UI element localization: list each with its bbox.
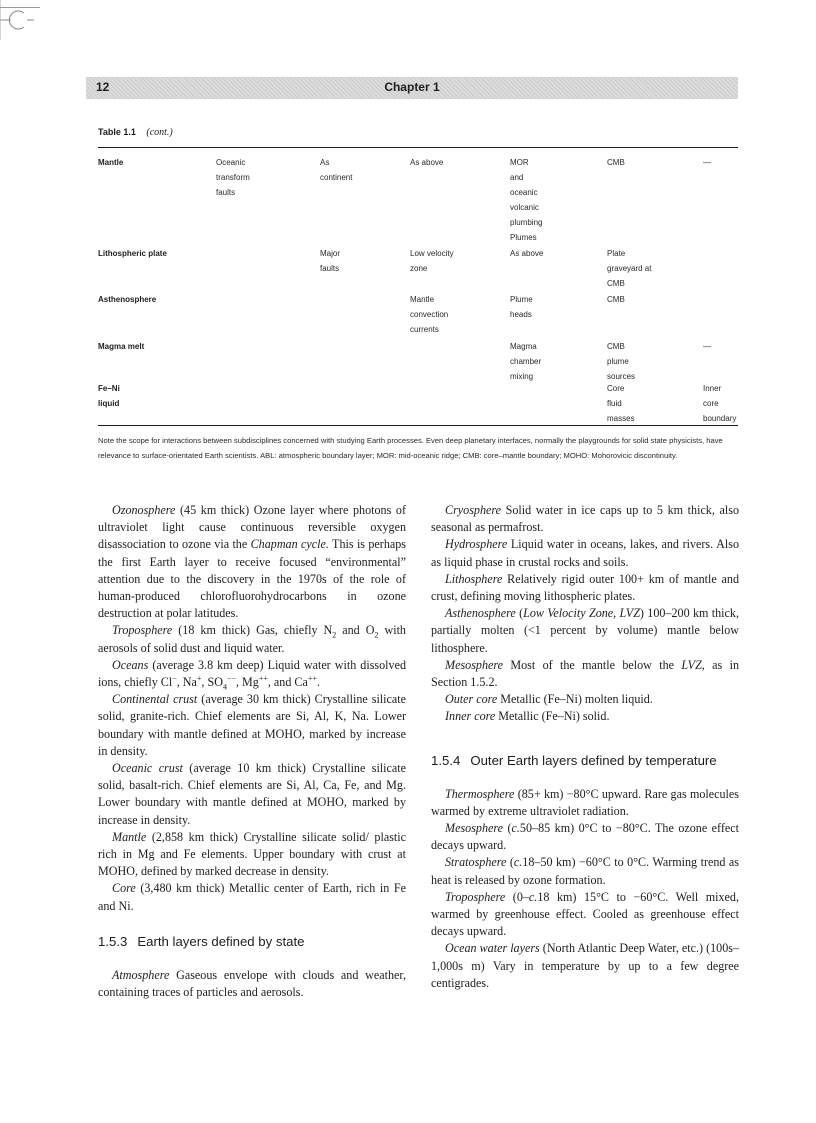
section-title: Earth layers defined by state — [137, 933, 305, 949]
definition-troposphere — [98, 622, 406, 656]
table-caption — [98, 127, 173, 138]
definition-text: . — [316, 675, 320, 690]
term: Mantle — [112, 829, 147, 844]
definition-text: (2,858 km thick) Crystalline silicate solid/ plastic rich in Mg and Fe elements. Upper boundary with crust at MOHO, defined by marked decrease in density. — [98, 829, 406, 879]
table-top-rule — [98, 147, 738, 148]
section-heading-1-5-4 — [431, 752, 739, 769]
table-note: Note the scope for interactions between subdisciplines concerned with studying Earth processes. Even deep planetary interfaces, normally the playgrounds for solid state physicists, have relevance to surface-orientated Earth scientists. ABL: atmospheric boundary layer; MOR: mid-oceanic ridge; CMB: core–mantle boundary; MOHO: Mohorovicic discontinuity. — [98, 436, 723, 460]
definition-text: Metallic (Fe–Ni) molten liquid. — [497, 692, 653, 707]
definition-text: (average 10 km thick) Crystalline silicate solid, basalt-rich. Chief elements are Si, Al, Ca, Fe, and Mg. Lower boundary with mantle defined at MOHO, marked by increase in density. — [98, 761, 406, 827]
definition-text: (North Atlantic Deep Water, etc.) (100s–1,000s m) Vary in temperature by up to a few degree centigrades. — [431, 941, 739, 990]
term: Troposphere — [112, 623, 173, 638]
table-cell: Mantle — [98, 158, 124, 167]
term: Ozonosphere — [112, 503, 176, 517]
running-header — [86, 77, 738, 99]
superscript: − — [172, 674, 177, 683]
table-cell: Inner core boundary — [703, 384, 737, 423]
definition-text: 50–85 km) 0°C to −80°C. The ozone effect decays upward. — [431, 821, 739, 853]
table-cell: Mantle convection currents — [410, 295, 449, 334]
table-cell: CMB — [607, 295, 625, 304]
table-cell: Plume heads — [510, 295, 533, 319]
definition-text: ) 100–200 km thick, partially molten (<1 percent by volume) mantle below lithosphere. — [431, 606, 739, 655]
table-cell: MOR and oceanic volcanic plumbing Plumes — [510, 158, 543, 242]
definition-text: (18 km thick) Gas, chiefly N — [172, 623, 333, 638]
table-cell: CMB — [607, 158, 625, 167]
definition-text: , as in Section 1.5.2. — [431, 657, 739, 690]
definition-core — [98, 880, 406, 914]
table-cell: Major faults — [320, 249, 341, 273]
definition-troposphere-temp — [431, 889, 739, 941]
term: Mesosphere — [445, 657, 503, 672]
definition-text: Metallic (Fe–Ni) solid. — [495, 709, 610, 724]
table-cell: Core fluid masses — [607, 384, 635, 423]
term: Cryosphere — [445, 503, 501, 517]
table-cell: CMB plume sources — [607, 342, 636, 381]
definition-text: Relatively rigid outer 100+ km of mantle and crust, defining moving lithospheric plates. — [431, 571, 739, 604]
definition-mantle — [98, 829, 406, 881]
definition-text: Liquid water in oceans, lakes, and rivers. Also as liquid phase in crustal rocks and soils. — [431, 537, 739, 569]
definition-ozonosphere — [98, 502, 406, 622]
definition-text: , SO — [201, 675, 223, 690]
definition-text: (3,480 km thick) Metallic center of Earth, rich in Fe and Ni. — [98, 881, 406, 913]
definition-text: Solid water in ice caps up to 5 km thick, also seasonal as permafrost. — [431, 503, 739, 535]
table-label: Table 1.1 — [98, 127, 136, 137]
definition-mesosphere-temp — [431, 820, 739, 854]
superscript: −− — [226, 674, 236, 683]
right-column — [431, 502, 739, 992]
definition-text: (85+ km) −80°C upward. Rare gas molecules warmed by extreme ultraviolet radiation. — [431, 786, 739, 818]
term: Asthenosphere — [445, 606, 516, 621]
table-cell: — — [703, 158, 711, 167]
table-cell: Magma melt — [98, 342, 145, 351]
term: c. — [513, 855, 523, 870]
definition-text: (average 30 km thick) Crystalline silicate solid, granite-rich. Chief elements are Si, Al, K, Na. Lower boundary with mantle defined at MOHO, marked by increase in density. — [98, 692, 406, 758]
term: Lithosphere — [445, 571, 503, 586]
definition-text: (average 3.8 km deep) Liquid water with dissolved ions, chiefly Cl — [98, 657, 406, 690]
table-cell: As above — [510, 249, 544, 258]
definition-text: with aerosols of solid dust and liquid water. — [98, 623, 406, 655]
table-cell: Asthenosphere — [98, 295, 157, 304]
table-cell: — — [703, 342, 711, 351]
term: Low Velocity Zone, LVZ — [523, 606, 640, 621]
superscript: ++ — [307, 674, 317, 683]
term: Ocean water layers — [445, 941, 540, 956]
definition-lithosphere — [431, 571, 739, 605]
section-title: Outer Earth layers defined by temperature — [470, 752, 717, 768]
superscript: ++ — [258, 674, 268, 683]
term: Hydrosphere — [445, 537, 508, 552]
term: Atmosphere — [112, 967, 170, 982]
table-cell: Low velocity zone — [410, 249, 454, 273]
definition-text: This is perhaps the first Earth layer to receive focused “environmental” attention due to the discovery in the 1970s of the role of human-produced chlorofluorohydrocarbons in ozone destruction at polar latitudes. — [98, 537, 406, 621]
term: Troposphere — [445, 889, 506, 904]
definition-text: and O — [336, 623, 375, 638]
definition-text: ( — [506, 855, 514, 870]
definition-text: , and Ca — [267, 675, 308, 690]
chapter-title: Chapter 1 — [384, 80, 440, 94]
definition-text: ( — [503, 821, 512, 836]
definition-text: , Mg — [235, 675, 259, 690]
term: Stratosphere — [445, 855, 507, 870]
subscript: 2 — [374, 630, 379, 640]
term: Thermosphere — [445, 786, 515, 801]
definition-text: (0– — [505, 889, 529, 904]
definition-text: 18–50 km) −60°C to 0°C. Warming trend as heat is released by ozone formation. — [431, 855, 739, 887]
definition-stratosphere — [431, 854, 739, 888]
definition-oceans — [98, 657, 406, 691]
definition-inner-core — [431, 708, 739, 725]
definition-hydrosphere — [431, 536, 739, 570]
definition-text: 18 km) 15°C to −60°C. Well mixed, warmed by greenhouse effect. Cooled as greenhouse effect decays upward. — [431, 889, 739, 939]
page-number: 12 — [96, 80, 110, 94]
definition-atmosphere — [98, 967, 406, 1001]
subscript: 4 — [222, 682, 227, 692]
definition-text: (45 km thick) Ozone layer where photons of ultraviolet light cause continuous reversible oxygen disassociation to ozone via the — [98, 503, 406, 552]
superscript: + — [196, 674, 202, 683]
term: Oceans — [112, 657, 149, 672]
definition-oceanic-crust — [98, 760, 406, 829]
term: Continental crust — [112, 692, 198, 707]
definition-outer-core — [431, 691, 739, 708]
term: LVZ — [681, 657, 702, 672]
definition-text: Gaseous envelope with clouds and weather, containing traces of particles and aerosols. — [98, 967, 406, 1000]
definition-text: Most of the mantle below the — [503, 657, 682, 672]
definition-continental-crust — [98, 691, 406, 760]
term: Chapman cycle. — [250, 537, 329, 552]
left-column — [98, 502, 406, 1001]
table-continuation: (cont.) — [146, 127, 173, 138]
definition-thermosphere — [431, 786, 739, 820]
section-number: 1.5.3 — [98, 933, 128, 949]
term: Core — [112, 881, 136, 896]
definition-asthenosphere — [431, 605, 739, 657]
table-cell: As continent — [320, 158, 353, 182]
definition-text: ( — [515, 606, 524, 621]
crop-mark — [0, 7, 40, 8]
table-cell: Lithospheric plate — [98, 249, 167, 258]
term: Inner core — [445, 709, 496, 724]
subscript: 2 — [332, 630, 337, 640]
table-cell: Plate graveyard at CMB — [607, 249, 652, 288]
table-bottom-rule — [98, 425, 738, 426]
section-heading-1-5-3 — [98, 933, 406, 950]
table-cell: Magma chamber mixing — [510, 342, 542, 381]
term: Mesosphere — [445, 821, 503, 836]
definition-ocean-water-layers — [431, 940, 739, 992]
table-cell: As above — [410, 158, 444, 167]
table-cell: Oceanic transform faults — [216, 158, 250, 197]
table-cell: Fe–Ni liquid — [98, 384, 120, 408]
term: Oceanic crust — [112, 761, 183, 776]
term: c. — [511, 821, 520, 836]
registration-mark-icon — [0, 0, 34, 40]
term: c. — [528, 889, 538, 904]
section-number: 1.5.4 — [431, 752, 461, 768]
term: Outer core — [445, 692, 498, 707]
definition-mesosphere-state — [431, 657, 739, 691]
definition-text: , Na — [176, 675, 197, 690]
definition-cryosphere — [431, 502, 739, 536]
